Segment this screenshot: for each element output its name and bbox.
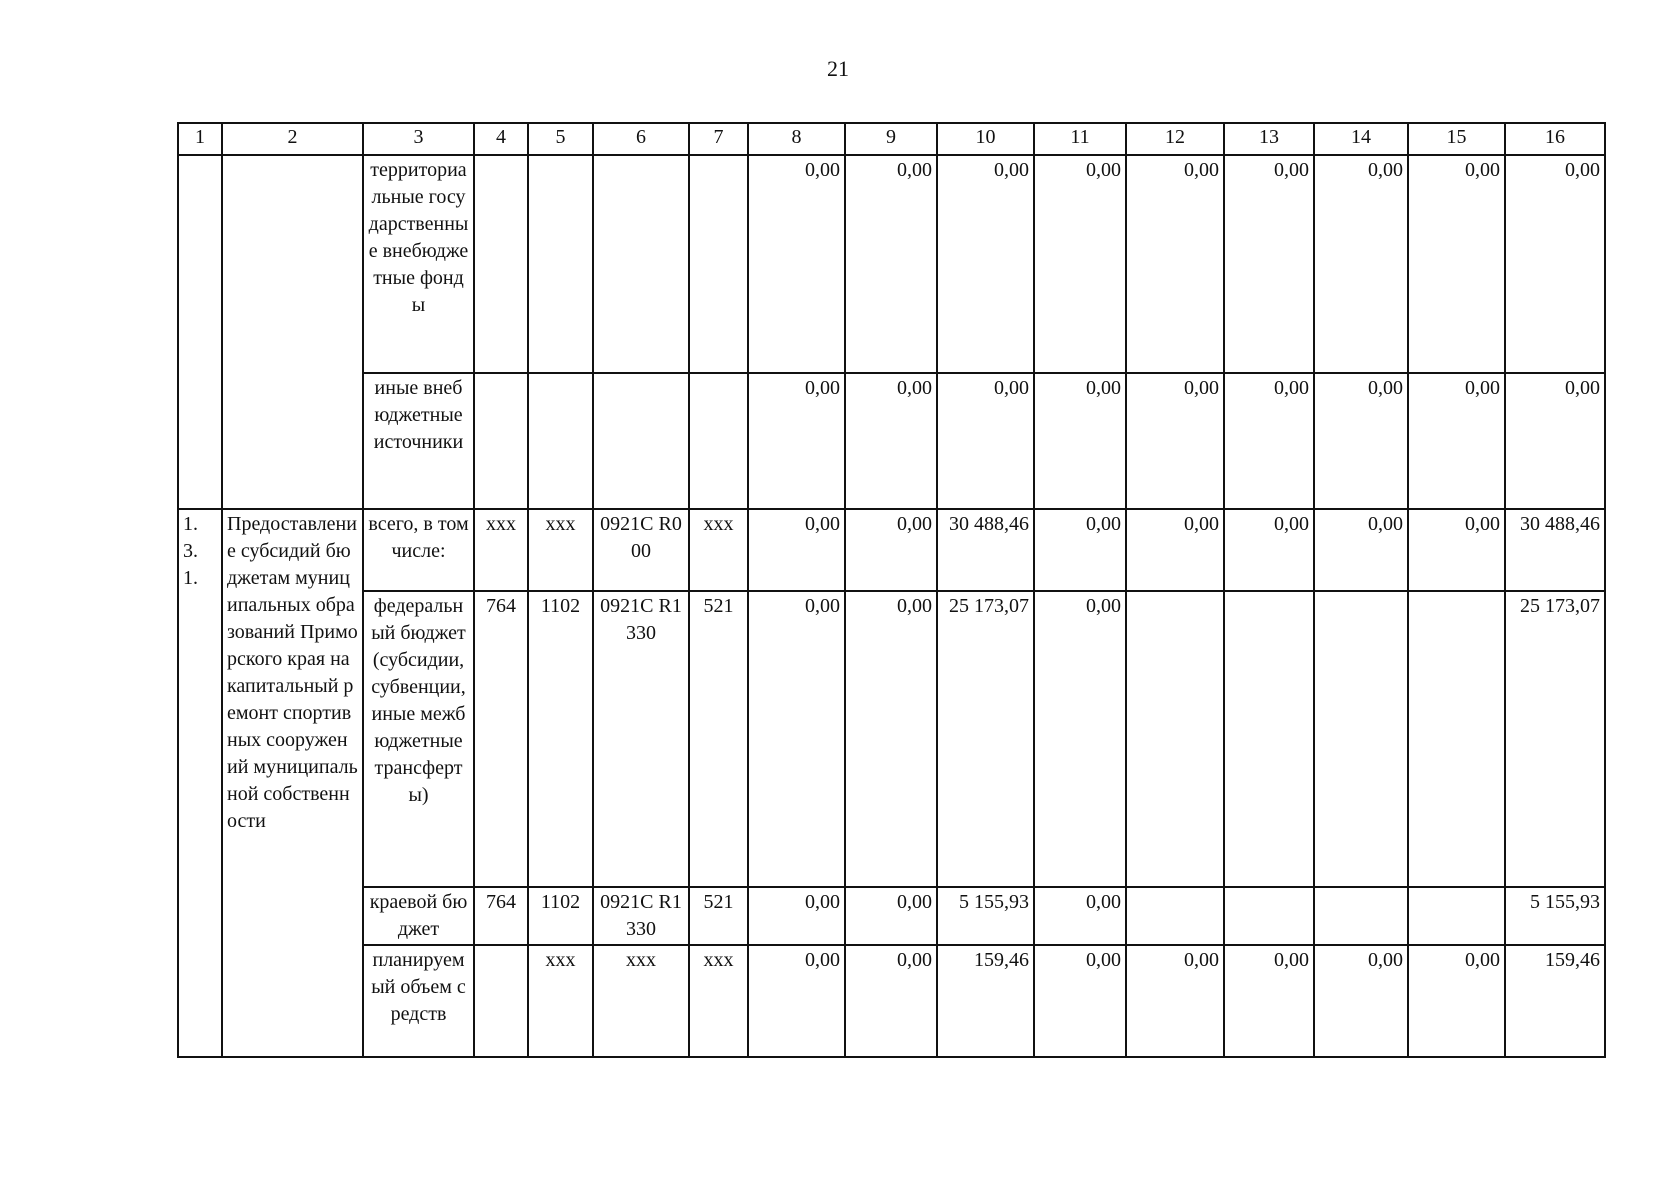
value-cell: 0,00 <box>748 591 845 887</box>
value-cell: 0,00 <box>845 887 937 945</box>
value-cell: 0,00 <box>1126 509 1224 591</box>
value-cell: 0,00 <box>1224 155 1314 373</box>
value-cell: 0,00 <box>1408 155 1505 373</box>
table-row <box>178 155 1605 373</box>
cell-col6: 0921C R1330 <box>593 591 689 887</box>
cell-col4: ххх <box>474 509 528 591</box>
column-header: 8 <box>748 123 845 155</box>
value-cell <box>1408 887 1505 945</box>
column-header: 6 <box>593 123 689 155</box>
cell-col5: 1102 <box>528 887 593 945</box>
cell-col5: ххх <box>528 509 593 591</box>
value-cell: 0,00 <box>1126 945 1224 1057</box>
column-header: 2 <box>222 123 363 155</box>
value-cell: 0,00 <box>1505 155 1605 373</box>
cell-col6 <box>593 373 689 509</box>
cell-col4: 764 <box>474 591 528 887</box>
column-header: 16 <box>1505 123 1605 155</box>
cell-col5: 1102 <box>528 591 593 887</box>
budget-table <box>177 122 1606 1058</box>
value-cell: 0,00 <box>748 155 845 373</box>
value-cell: 30 488,46 <box>1505 509 1605 591</box>
value-cell: 0,00 <box>1034 373 1126 509</box>
cell-col7: 521 <box>689 591 748 887</box>
value-cell: 0,00 <box>748 887 845 945</box>
column-header: 9 <box>845 123 937 155</box>
cell-col4 <box>474 373 528 509</box>
value-cell <box>1224 887 1314 945</box>
value-cell: 0,00 <box>1408 509 1505 591</box>
value-cell: 0,00 <box>1126 155 1224 373</box>
table-row <box>178 887 1605 945</box>
cell-col6: 0921C R000 <box>593 509 689 591</box>
column-header: 11 <box>1034 123 1126 155</box>
value-cell <box>1314 591 1408 887</box>
table-row <box>178 945 1605 1057</box>
cell-col7 <box>689 155 748 373</box>
value-cell: 0,00 <box>1034 887 1126 945</box>
column-header: 10 <box>937 123 1034 155</box>
cell-col5 <box>528 155 593 373</box>
cell-col7: ххх <box>689 509 748 591</box>
value-cell <box>1126 591 1224 887</box>
value-cell: 5 155,93 <box>1505 887 1605 945</box>
page-number: 21 <box>827 56 849 81</box>
cell-col5 <box>528 373 593 509</box>
value-cell: 0,00 <box>748 945 845 1057</box>
item-number-cell <box>178 155 222 509</box>
value-cell: 25 173,07 <box>1505 591 1605 887</box>
value-cell: 0,00 <box>1034 591 1126 887</box>
column-header: 1 <box>178 123 222 155</box>
value-cell: 0,00 <box>1408 373 1505 509</box>
item-name: Предоставление субсидий бюджетам муниципальных образований Приморского края на капитальный ремонт спортивных сооружений муниципальной собственности <box>222 509 363 1057</box>
column-header: 3 <box>363 123 474 155</box>
value-cell: 0,00 <box>1224 509 1314 591</box>
funding-source: планируемый объем средств <box>363 945 474 1057</box>
value-cell: 0,00 <box>1314 373 1408 509</box>
column-header: 15 <box>1408 123 1505 155</box>
value-cell <box>1408 591 1505 887</box>
cell-col4 <box>474 155 528 373</box>
value-cell: 0,00 <box>1314 155 1408 373</box>
funding-source: краевой бюджет <box>363 887 474 945</box>
item-number: 1. 3. 1. <box>178 509 222 1057</box>
value-cell: 0,00 <box>748 509 845 591</box>
value-cell: 0,00 <box>845 155 937 373</box>
table-row <box>178 591 1605 887</box>
funding-source: всего, в том числе: <box>363 509 474 591</box>
value-cell: 0,00 <box>937 373 1034 509</box>
value-cell: 0,00 <box>1034 155 1126 373</box>
value-cell: 0,00 <box>845 591 937 887</box>
item-name-cell <box>222 155 363 509</box>
value-cell <box>1224 591 1314 887</box>
table-row <box>178 373 1605 509</box>
column-header: 7 <box>689 123 748 155</box>
funding-source: территориальные государственные внебюджетные фонды <box>363 155 474 373</box>
cell-col6: 0921C R1330 <box>593 887 689 945</box>
column-header: 4 <box>474 123 528 155</box>
header-row <box>178 123 1605 155</box>
value-cell: 0,00 <box>1505 373 1605 509</box>
value-cell: 0,00 <box>1224 945 1314 1057</box>
cell-col6: ххх <box>593 945 689 1057</box>
value-cell: 0,00 <box>748 373 845 509</box>
value-cell: 25 173,07 <box>937 591 1034 887</box>
value-cell <box>1126 887 1224 945</box>
column-header: 14 <box>1314 123 1408 155</box>
column-header: 12 <box>1126 123 1224 155</box>
cell-col4 <box>474 945 528 1057</box>
value-cell: 0,00 <box>1408 945 1505 1057</box>
value-cell: 0,00 <box>1034 945 1126 1057</box>
cell-col7: ххх <box>689 945 748 1057</box>
cell-col4: 764 <box>474 887 528 945</box>
value-cell: 0,00 <box>1034 509 1126 591</box>
value-cell: 0,00 <box>845 373 937 509</box>
cell-col5: ххх <box>528 945 593 1057</box>
value-cell: 0,00 <box>1126 373 1224 509</box>
value-cell: 0,00 <box>845 509 937 591</box>
value-cell: 0,00 <box>845 945 937 1057</box>
table-row <box>178 509 1605 591</box>
column-header: 5 <box>528 123 593 155</box>
value-cell: 0,00 <box>937 155 1034 373</box>
funding-source: иные внебюджетные источники <box>363 373 474 509</box>
value-cell: 0,00 <box>1314 509 1408 591</box>
value-cell: 0,00 <box>1314 945 1408 1057</box>
cell-col7 <box>689 373 748 509</box>
value-cell: 5 155,93 <box>937 887 1034 945</box>
value-cell: 0,00 <box>1224 373 1314 509</box>
value-cell <box>1314 887 1408 945</box>
funding-source: федеральный бюджет (субсидии, субвенции, иные межбюджетные трансферты) <box>363 591 474 887</box>
value-cell: 30 488,46 <box>937 509 1034 591</box>
cell-col7: 521 <box>689 887 748 945</box>
column-header: 13 <box>1224 123 1314 155</box>
cell-col6 <box>593 155 689 373</box>
value-cell: 159,46 <box>1505 945 1605 1057</box>
value-cell: 159,46 <box>937 945 1034 1057</box>
